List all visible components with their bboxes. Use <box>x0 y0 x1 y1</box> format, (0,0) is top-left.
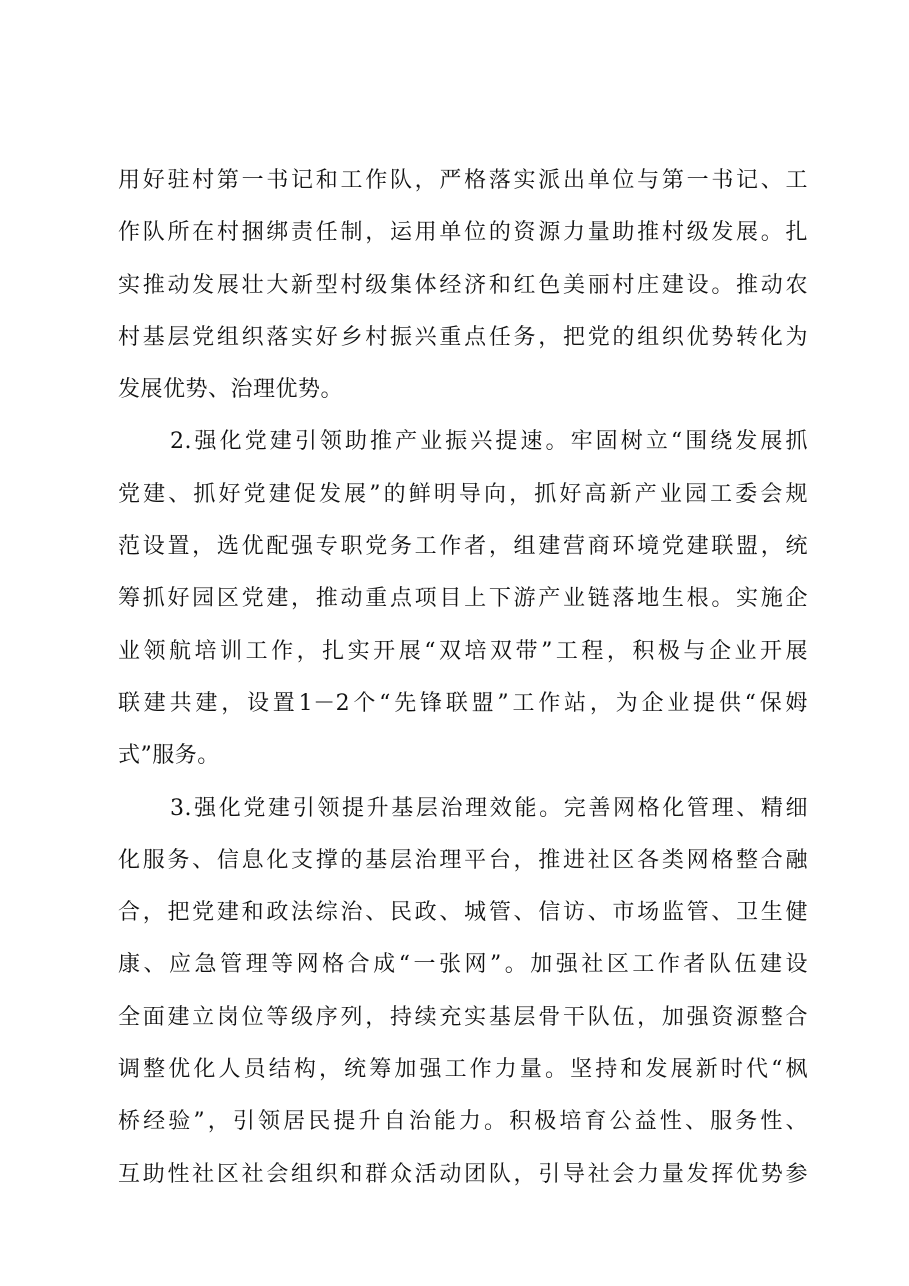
section-heading-line: 3.强化党建引领提升基层治理效能。完善网格化管理、精细 <box>170 795 808 821</box>
text-line: 党建、抓好党建促发展”的鲜明导向，抓好高新产业园工委会规 <box>118 481 808 507</box>
text-line: 化服务、信息化支撑的基层治理平台，推进社区各类网格整合融 <box>118 847 808 873</box>
text-line: 发展优势、治理优势。 <box>118 377 344 403</box>
text-line: 实推动发展壮大新型村级集体经济和红色美丽村庄建设。推动农 <box>118 272 808 298</box>
text-line: 调整优化人员结构，统筹加强工作力量。坚持和发展新时代“枫 <box>118 1057 808 1083</box>
text-line: 全面建立岗位等级序列，持续充实基层骨干队伍，加强资源整合 <box>118 1004 808 1030</box>
text-line: 合，把党建和政法综治、民政、城管、信访、市场监管、卫生健 <box>118 900 808 926</box>
section-heading-line: 2.强化党建引领助推产业振兴提速。牢固树立“围绕发展抓 <box>170 429 808 455</box>
text-line: 村基层党组织落实好乡村振兴重点任务，把党的组织优势转化为 <box>118 324 808 350</box>
text-line: 作队所在村捆绑责任制，运用单位的资源力量助推村级发展。扎 <box>118 220 808 246</box>
text-line: 康、应急管理等网格合成“一张网”。加强社区工作者队伍建设 <box>118 952 808 978</box>
text-line: 筹抓好园区党建，推动重点项目上下游产业链落地生根。实施企 <box>118 586 808 612</box>
text-line: 联建共建，设置1－2个“先锋联盟”工作站，为企业提供“保姆 <box>118 690 808 716</box>
text-line: 互助性社区社会组织和群众活动团队，引导社会力量发挥优势参 <box>118 1161 808 1187</box>
text-line: 业领航培训工作，扎实开展“双培双带”工程，积极与企业开展 <box>118 638 808 664</box>
text-line: 用好驻村第一书记和工作队，严格落实派出单位与第一书记、工 <box>118 168 808 193</box>
body-text <box>118 155 808 1201</box>
text-line: 式”服务。 <box>118 743 220 769</box>
text-line: 范设置，选优配强专职党务工作者，组建营商环境党建联盟，统 <box>118 534 808 560</box>
text-line: 桥经验”，引领居民提升自治能力。积极培育公益性、服务性、 <box>118 1109 808 1135</box>
